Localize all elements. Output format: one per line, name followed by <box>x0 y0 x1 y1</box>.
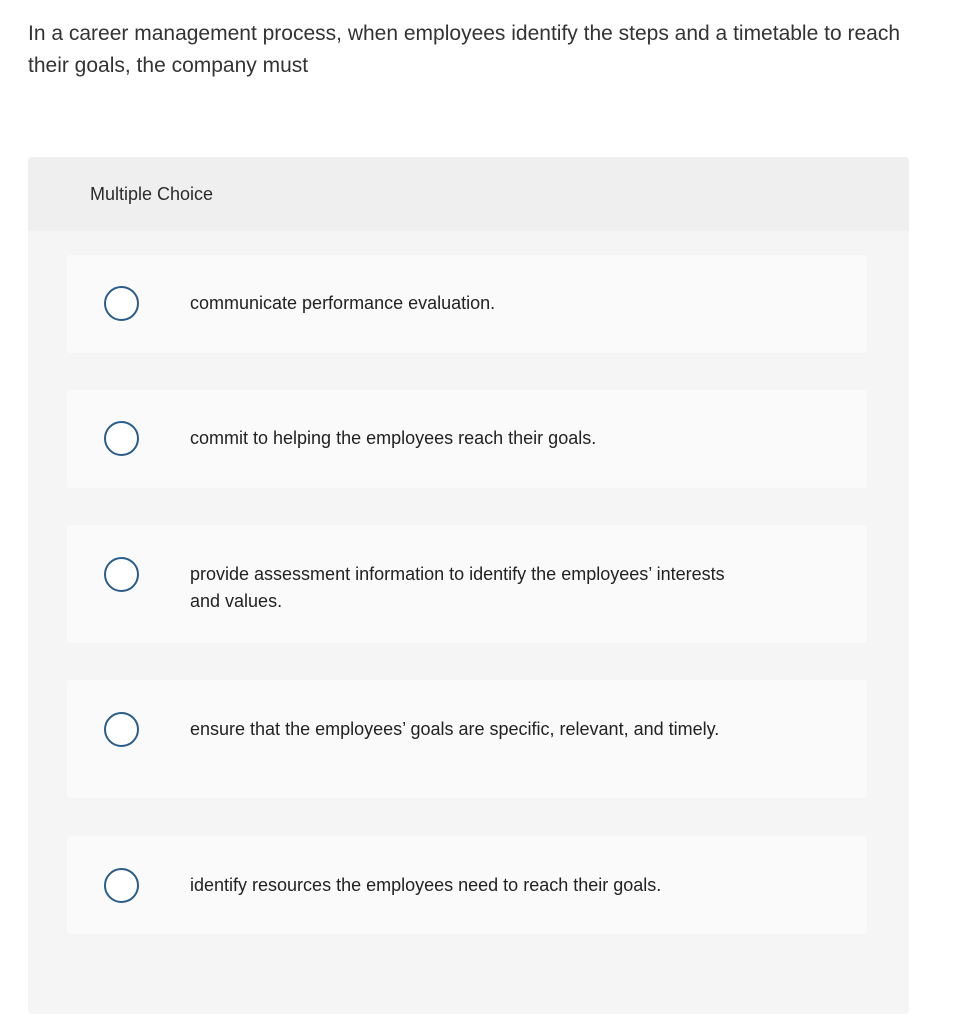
radio-button-1[interactable] <box>104 286 139 321</box>
answer-option-4[interactable] <box>67 680 867 798</box>
answer-option-1[interactable] <box>67 255 867 353</box>
radio-button-3[interactable] <box>104 557 139 592</box>
answer-option-3[interactable] <box>67 525 867 643</box>
multiple-choice-label: Multiple Choice <box>90 183 214 204</box>
question-text: In a career management process, when employees identify the steps and a timetable to reach their goals, the company must <box>28 22 900 77</box>
radio-button-5[interactable] <box>104 868 139 903</box>
answer-option-3-label: provide assessment information to identify the employees’ interests and values. <box>190 564 725 611</box>
answer-option-2[interactable] <box>67 390 867 488</box>
answer-option-1-label: communicate performance evaluation. <box>190 293 496 313</box>
answer-option-5-label: identify resources the employees need to reach their goals. <box>190 875 662 895</box>
answer-option-5[interactable] <box>67 836 867 934</box>
multiple-choice-panel <box>28 157 909 1014</box>
answer-option-4-label: ensure that the employees’ goals are specific, relevant, and timely. <box>190 719 720 739</box>
radio-button-2[interactable] <box>104 421 139 456</box>
multiple-choice-header <box>28 157 909 231</box>
answer-option-2-label: commit to helping the employees reach their goals. <box>190 428 597 448</box>
radio-button-4[interactable] <box>104 712 139 747</box>
